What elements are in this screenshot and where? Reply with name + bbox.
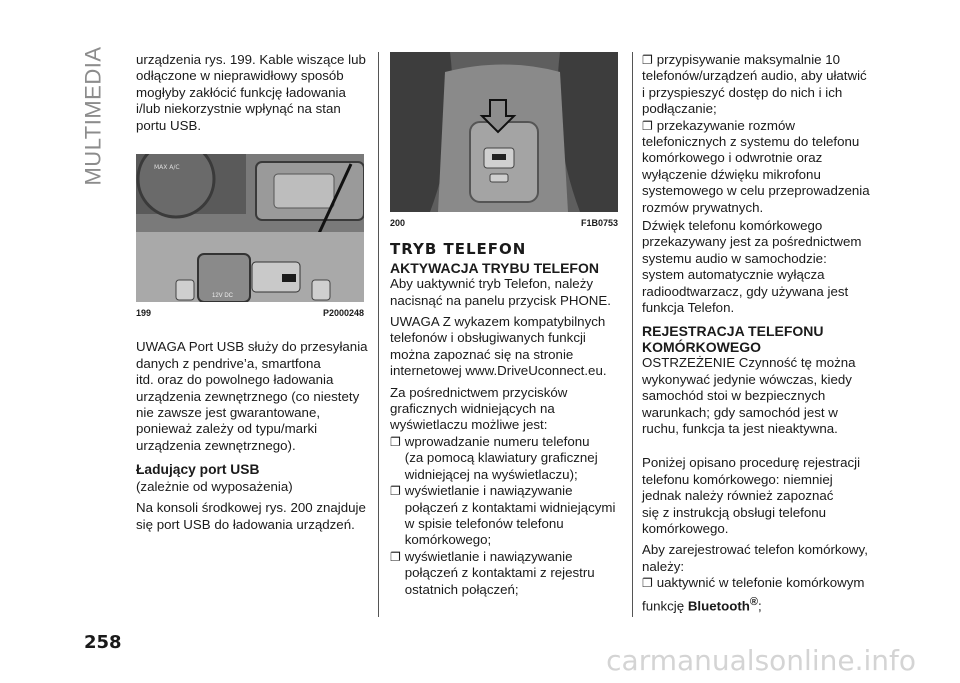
- column-1: [136, 52, 368, 538]
- figure-200-console-usb: [390, 52, 618, 212]
- heading-charging-usb: Ładujący port USB: [136, 462, 260, 478]
- list-item: ❐ przekazywanie rozmów: [642, 117, 795, 133]
- list-item: ❐ przypisywanie maksymalnie 10: [642, 52, 841, 67]
- warning-paragraph: OSTRZEŻENIE Czynność tę można wykonywać jedynie wówczas, kiedy samochód stoi w bezpiecznych warunkach; gdy samochód jest w ruchu, funkcja ta jest nieaktywna.: [642, 355, 856, 436]
- column-divider-2: [632, 52, 633, 617]
- checkbox-square-icon: ❐: [390, 484, 401, 499]
- svg-text:MAX A/C: MAX A/C: [154, 164, 180, 172]
- charging-availability: (zależnie od wyposażenia): [136, 478, 293, 494]
- heading-registration: REJESTRACJA TELEFONU KOMÓRKOWEGO: [642, 322, 824, 355]
- figure-number: 200: [390, 218, 406, 228]
- column-divider-1: [378, 52, 379, 617]
- graphic-buttons-paragraph: Za pośrednictwem przycisków graficznych widniejących na wyświetlaczu możliwe jest:: [390, 384, 568, 433]
- charging-paragraph: Na konsoli środkowej rys. 200 znajduje się port USB do ładowania urządzeń.: [136, 500, 366, 532]
- section-tab-label: MULTIMEDIA: [81, 46, 107, 186]
- audio-paragraph: Dźwięk telefonu komórkowego przekazywany jest za pośrednictwem systemu audio w samochodzie: system automatycznie wyłącza radioodtwarzacz, gdy używana jest funkcja Telefon.: [642, 218, 862, 316]
- figure-199-usb-port: [136, 154, 364, 302]
- figure-200-caption: [390, 215, 618, 231]
- checkbox-square-icon: ❐: [390, 434, 401, 449]
- page-number: 258: [84, 632, 122, 653]
- activation-paragraph: Aby uaktywnić tryb Telefon, należy nacisnąć na panelu przycisk PHONE.: [390, 276, 611, 308]
- figure-199-caption: [136, 305, 364, 321]
- figure-number: 199: [136, 308, 152, 319]
- register-paragraph: Aby zarejestrować telefon komórkowy, należy:: [642, 542, 868, 574]
- figure-code: P2000248: [322, 308, 364, 319]
- bluetooth-line: funkcję Bluetooth®;: [642, 595, 762, 614]
- checkbox-square-icon: ❐: [642, 53, 653, 67]
- list-item: ❐ uaktywnić w telefonie komórkowym: [642, 575, 865, 591]
- checkbox-square-icon: ❐: [390, 549, 401, 564]
- usb-port-illustration: [136, 154, 364, 302]
- checkbox-square-icon: ❐: [642, 576, 653, 591]
- checkbox-square-icon: ❐: [642, 118, 653, 133]
- list-item: ❐ wyświetlanie i nawiązywanie połączeń z kontaktami widniejącymi w spisie telefonów telefonu komórkowego;: [390, 483, 616, 548]
- heading-activation: AKTYWACJA TRYBU TELEFON: [390, 259, 599, 276]
- console-usb-illustration: [390, 52, 618, 212]
- column-3: ❐ przypisywanie maksymalnie 10 telefonów/urządzeń audio, aby ułatwić i przyspieszyć dostęp do nich i ich podłączanie; ❐ przekazywanie rozmów telefonicznych z systemu do telefonu komórkowego i odwrotnie oraz wyłączenie dźwięku mikrofonu systemowego w celu przeprowadzenia rozmów prywatnych. Dźwięk telefonu komórkowego przekazywany jest za pośrednictwem systemu audio w samochodzie: system automatycznie wyłącza radioodtwarzacz, gdy używana jest funkcja Telefon. REJESTRACJA TELEFONU KOMÓRKOWEGO OSTRZEŻENIE Czynność tę można wykonywać jedynie wówczas, kiedy samochód stoi w bezpiecznych warunkach; gdy samochód jest w ruchu, funkcja ta jest nieaktywna. Poniżej opisano procedurę rejestracji telefonu komórkowego: niemniej jednak należy również zapoznać się z instrukcją obsługi telefonu komórkowego. Aby zarejestrować telefon komórkowy, należy: ❐ uaktywnić w telefonie komórkowym funkcję Bluetooth®;: [642, 52, 892, 619]
- compatibility-note: UWAGA Z wykazem kompatybilnych telefonów i obsługiwanych funkcji można zapoznać się na stronie internetowej www.DriveUconnect.eu.: [390, 314, 607, 379]
- column-2: [390, 52, 622, 598]
- watermark: carmanualsonline.info: [606, 644, 916, 677]
- section-tab-multimedia: [81, 46, 107, 186]
- bluetooth-term: Bluetooth: [687, 598, 750, 614]
- procedure-paragraph: Poniżej opisano procedurę rejestracji telefonu komórkowego: niemniej jednak należy również zapoznać się z instrukcją obsługi telefonu komórkowego.: [642, 455, 861, 536]
- list-item: ❐ wprowadzanie numeru telefonu (za pomocą klawiatury graficznej widniejącej na wyświetlaczu);: [390, 433, 598, 482]
- figure-code: F1B0753: [580, 218, 618, 228]
- list-item: ❐ wyświetlanie i nawiązywanie połączeń z kontaktami z rejestru ostatnich połączeń;: [390, 548, 595, 597]
- usb-note-paragraph: UWAGA Port USB służy do przesyłania danych z pendrive’a, smartfona itd. oraz do powolnego ładowania urządzenia zewnętrznego (co niestety nie zawsze jest gwarantowane, ponieważ zależy od typu/marki urządzenia zewnętrznego).: [136, 339, 368, 453]
- intro-paragraph: urządzenia rys. 199. Kable wiszące lub odłączone w nieprawidłowy sposób mogłyby zakłócić funkcję ładowania i/lub niekorzystnie wpłynąć na stan portu USB.: [136, 52, 366, 133]
- fig199-12v-label: 12V DC: [212, 293, 234, 300]
- title-phone-mode: TRYB TELEFON: [390, 240, 527, 259]
